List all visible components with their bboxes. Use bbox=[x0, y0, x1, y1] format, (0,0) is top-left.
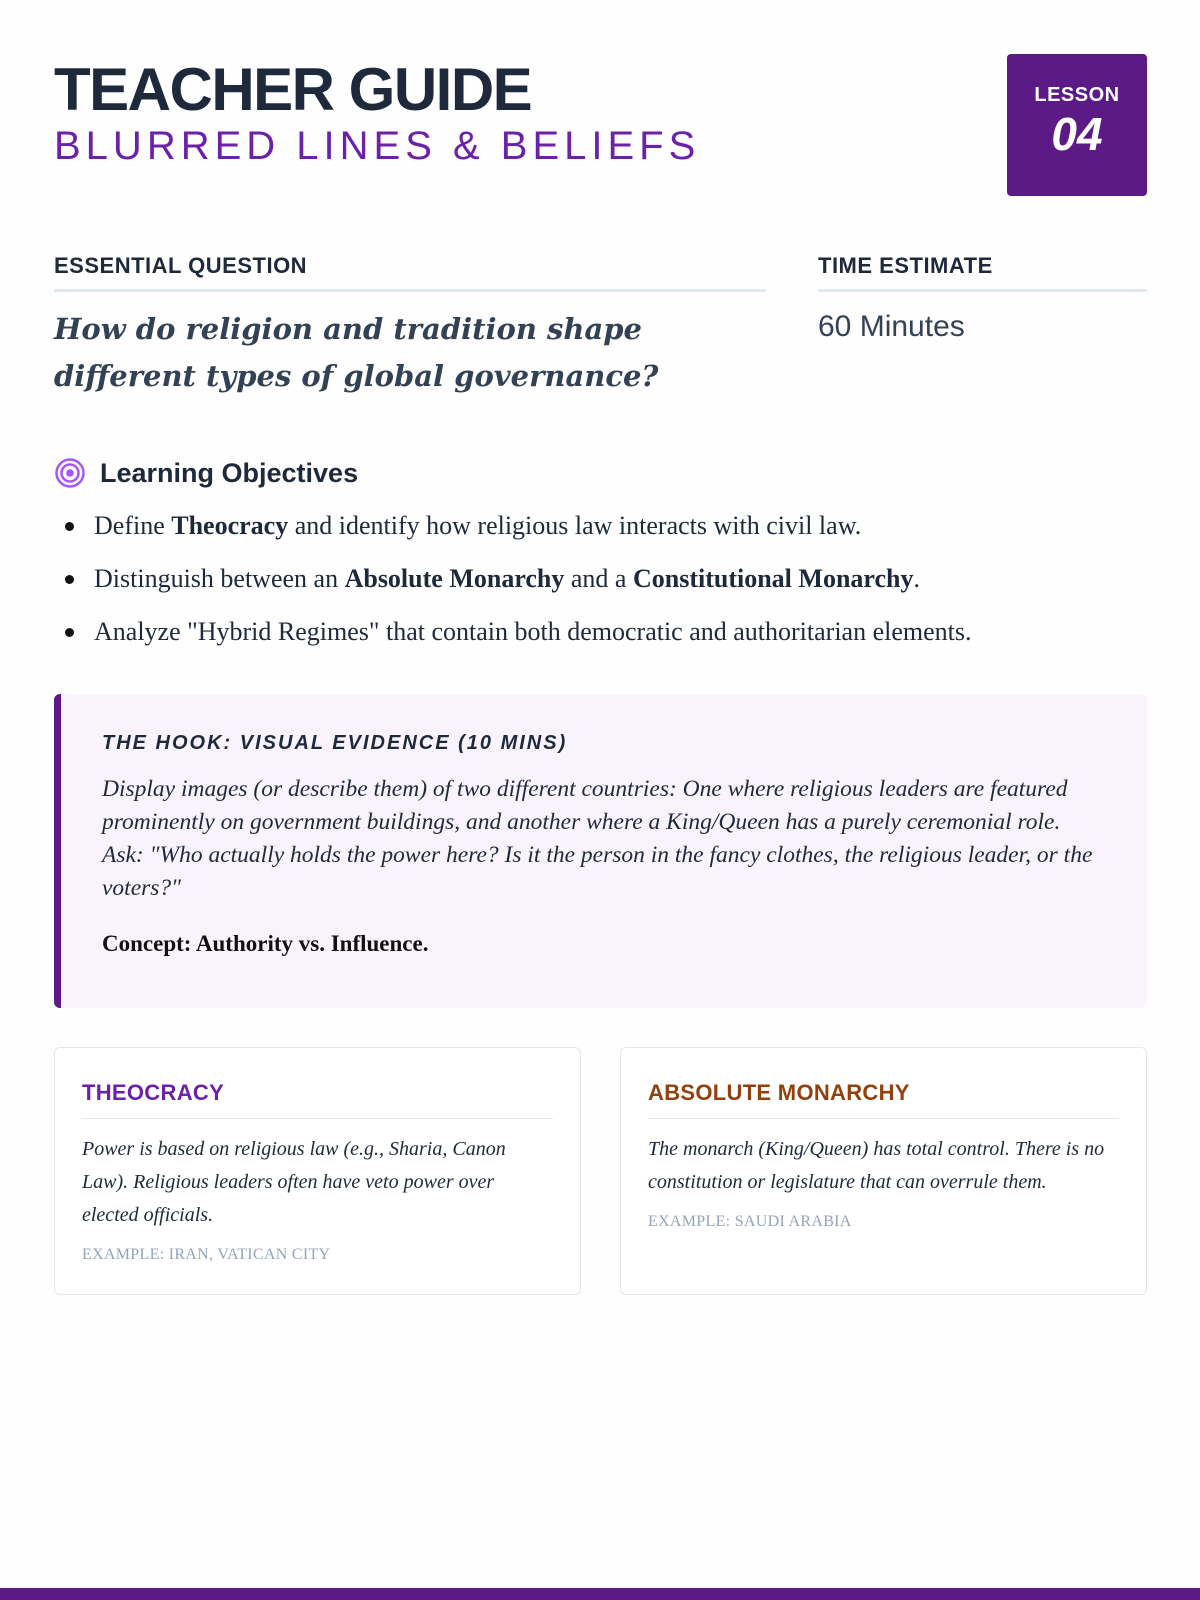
objective-text: Distinguish between an bbox=[94, 564, 345, 593]
hook-callout bbox=[54, 694, 1147, 1008]
card-example: EXAMPLE: SAUDI ARABIA bbox=[648, 1213, 852, 1230]
objective-text: Define bbox=[94, 511, 172, 540]
lesson-badge bbox=[1007, 54, 1147, 196]
hook-body: Display images (or describe them) of two different countries: One where religious leaders are featured prominently on government buildings, and another where a King/Queen has a purely ceremonial role. Ask: "Who actually holds the power here? Is it the person in the fancy clothes, the religious leader, or the voters?" bbox=[102, 776, 1093, 901]
card-body: Power is based on religious law (e.g., Sharia, Canon Law). Religious leaders often have veto power over elected officials. bbox=[82, 1138, 506, 1226]
lesson-badge-number: 04 bbox=[1051, 108, 1103, 160]
objective-term: Constitutional Monarchy bbox=[632, 564, 914, 593]
learning-objectives-header bbox=[54, 456, 1147, 490]
bullet-icon bbox=[65, 628, 74, 637]
target-icon bbox=[54, 457, 86, 489]
time-estimate-section bbox=[818, 253, 1147, 344]
essential-question-section bbox=[54, 253, 766, 400]
theocracy-card bbox=[54, 1047, 581, 1295]
card-body: The monarch (King/Queen) has total control. There is no constitution or legislature that can overrule them. bbox=[648, 1138, 1105, 1193]
objective-text: Analyze "Hybrid Regimes" that contain both democratic and authoritarian elements. bbox=[94, 617, 972, 646]
objectives-list bbox=[54, 510, 1147, 669]
objective-item bbox=[54, 510, 1147, 563]
card-title: ABSOLUTE MONARCHY bbox=[648, 1080, 1119, 1119]
lesson-badge-label: LESSON bbox=[1034, 84, 1120, 106]
card-title: THEOCRACY bbox=[82, 1080, 553, 1119]
absolute-monarchy-card bbox=[620, 1047, 1147, 1295]
objective-term: Theocracy bbox=[171, 511, 289, 540]
bullet-icon bbox=[65, 522, 74, 531]
objective-term: Absolute Monarchy bbox=[344, 564, 565, 593]
hook-concept: Concept: Authority vs. Influence. bbox=[102, 931, 429, 956]
learning-objectives-title: Learning Objectives bbox=[100, 457, 359, 488]
learning-objectives-section bbox=[54, 456, 1147, 669]
page-subtitle: BLURRED LINES & BELIEFS bbox=[54, 124, 701, 168]
essential-question-label: ESSENTIAL QUESTION bbox=[54, 253, 766, 292]
objective-text: and identify how religious law interacts with civil law. bbox=[288, 511, 862, 540]
objective-text: and a bbox=[564, 564, 633, 593]
essential-question-text: How do religion and tradition shape different types of global governance? bbox=[54, 312, 659, 393]
hook-title: THE HOOK: VISUAL EVIDENCE (10 MINS) bbox=[102, 732, 568, 754]
card-example: EXAMPLE: IRAN, VATICAN CITY bbox=[82, 1246, 331, 1263]
page-title: TEACHER GUIDE bbox=[54, 56, 532, 123]
objective-item bbox=[54, 563, 1147, 616]
bullet-icon bbox=[65, 575, 74, 584]
header bbox=[54, 50, 1147, 200]
footer-bar bbox=[0, 1588, 1200, 1600]
objective-text: . bbox=[913, 564, 920, 593]
time-estimate-label: TIME ESTIMATE bbox=[818, 253, 1147, 292]
objective-item bbox=[54, 616, 1147, 669]
time-estimate-value: 60 Minutes bbox=[818, 310, 965, 343]
